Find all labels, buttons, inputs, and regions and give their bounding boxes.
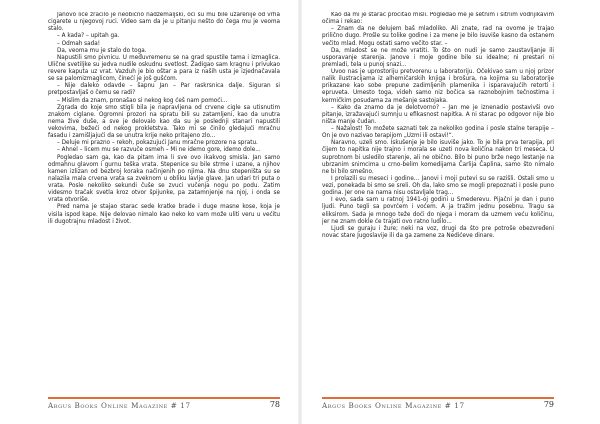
footer-rule: [48, 397, 280, 399]
paragraph: – Nije daleko odavde – šapnu Jan – Par raskrsnica dalje. Siguran si pretpostavljaš o čemu se radi?: [48, 83, 280, 97]
paragraph: I evo, sada sam u ratnoj 1941-oj godini u Smederevu. Pijačni je dan i puno ljudi. Puno tegli sa povrćem i voćem. A ja tražim jednu posebnu. Tragu sa eliksirom. Sada je mnogo teže doći do njega i moram da uzmem veću količinu, jer ne znam dokle će trajati ovo ratno ludilo...: [322, 197, 554, 225]
paragraph: – Ahnel – licem mu se razvuče osmeh – Mi ne idemo gore, idemo dole...: [57, 147, 261, 154]
left-page-body: [48, 12, 280, 384]
page-number: 78: [269, 400, 280, 409]
footer-rule: [322, 397, 554, 399]
paragraph: – Odmah sada!: [57, 40, 101, 47]
paragraph: – Nažalost! To možete saznati tek za nekoliko godina i posle stalne terapije – On je ovo nazivao terapijom „Uzmi ili ostavi!“.: [322, 126, 554, 140]
right-page-body: [322, 12, 554, 384]
magazine-title: Argus Books Online Magazine # 17: [322, 401, 465, 410]
paragraph: Napustili smo pivnicu. U međuvremenu se na grad spustile tama i izmaglica. Ulične svetiljke su jedva nudile oskudnu svetlost. Zadigao sam kragnu i privukao revere kaputa uz vrat. Vazduh je bio oštar a para iz naših usta je izjednačavala se sa palomizmaglicom, činećí je još gušćom.: [48, 54, 280, 83]
paragraph: Naravno, uzeli smo. Iskušenje je bilo isuviše jako. To je bila prva terapija, pri čijem to napitka nije trajno i morala se uzeti nova količina nakon tri meseca. U suprotnom bi usledilo starenje, ali ne obično. Bilo bi puno brže nego lestanje na ubrzanim snimcima u crno-belim komedijama Čarlija Čaplina, samo što nimalo ne bi bilo smešno.: [322, 140, 554, 175]
paragraph: I prolazili su meseci i godine... Janovi i moji putevi su se razišli. Ostali smo u vezi, ponekada bi smo se sreli. Oh da, lako smo se mogli prepoznati i posle puno godina. Jer one na nama nisu ostavljale trag...: [322, 175, 554, 197]
page-number: 79: [543, 400, 554, 409]
right-page: [300, 0, 600, 424]
paragraph: Da, mladost se ne može vratiti. To što on nudi je samo zaustavljanje ili usporavanje starenja. Janove i moje godine bile su idealne; ni prestari ni premladi, tela u punoj snazi...: [322, 47, 554, 68]
paragraph: – Deluje mi prazno – rekoh, pokazujući Janu mračne prozore na spratu.: [57, 140, 258, 147]
paragraph: – Kako da znamo da je delotvorno? – Jan me je iznenadio postavivši ovo pitanje, izražavajući sumnju u efikasnost napitka. A ni starac po odgovor nije bio ništa manje čudan.: [322, 104, 554, 125]
paragraph: Pred nama je stajao starac sede kratke brade i duge masne kose, koja je visila ispod kape. Nije delovao nimalo kao neko ko vam može uliti veru u većitu ili dugotrajnu mladost i život.: [48, 204, 280, 225]
paragraph: – A kada? – upitah ga.: [57, 33, 120, 40]
right-page-footer: [322, 397, 554, 413]
paragraph: Uvoo nas je uprostoriju pretvorenu u laboratoriju. Očekivao sam u njoj prizor nalik ilustracijama iz alhemičarskih knjiga i brošura, na kojima su laboratorije prikazane kao sobe prepune zadimljenih plamenika i isparavajućih retorti i epruveta. Umesto toga, videh samo niz bočica sa raznobojnim tečnostima i kermičkim posudama za mešanje sastojaka.: [322, 69, 554, 104]
paragraph: Janovo lice zračilo je neobično nadzemaljski, oči su mu bile užarenije od vrha cigarete u njegovoj ruci. Video sam da je u pitanju nešto do čega mu je veoma stalo.: [48, 12, 280, 33]
magazine-title: Argus Books Online Magazine # 17: [48, 401, 191, 410]
paragraph: – Mislim da znam, pronašao si nekog kog ćeš nam pomoći...: [57, 97, 228, 104]
paragraph: – Znam da ne delujem baš mladoliko. Ali znate, rad na ovome je trajao prilično dugo. Prošle su tolike godine i za mene je bilo isuviše kasno da ostanem večito mlad. Mogu ostati samo večito star. –: [322, 26, 554, 47]
left-page-footer: [48, 397, 280, 413]
paragraph: Pogledao sam ga, kao da pitam ima li sve ovo ikakvog smisla. Jan samo odmahnu glavom i gurnu teška vrata. Stepenice su bile strme i uzane, a njihov kamen izlizan od bezbroj koraka načinjenih po njima. Na dnu stepeništa su se nalazila mala crvena vrata sa zveknom u obliku lavlje glave. Jan udari tri puta o vrata. Posle nekoliko sekundi čuše se zvuci vučenja nogu po podu. Zatim videsmo tračak svetla kroz otvor špijunke, pa zatamnjenje na njoj, i onda se vrata otvoriše.: [48, 154, 280, 204]
paragraph: Ljudi se guraju i žure; neki na voz, drugi da što pre potroše obezvređeni novac stare Jugoslavije ili da ga zamene za Nedićeve dinare.: [322, 225, 554, 239]
paragraph: Zgrada do koje smo stigli bila je napravljena od crvene cigle sa utisnutim znakom ciglane. Ogromni prozori na spratu bili su zatamljeni, kao da unutra nema žive duše, a sve je delovalo kao da su je poslednji stanari napustili vekovima, bežeći od nekog prokletstva. Tako mi se činilo gledajući mračnu fasadu i zamišljajući da se unutra krije neko pritajeno zlo...: [48, 104, 280, 140]
paragraph: Kao da mi je starac pročitao misli. Pogledao me je setnim i sitnim vodnjikavim očima i rekao:: [322, 12, 554, 26]
paragraph: Da, veoma mu je stalo do toga.: [57, 47, 147, 54]
